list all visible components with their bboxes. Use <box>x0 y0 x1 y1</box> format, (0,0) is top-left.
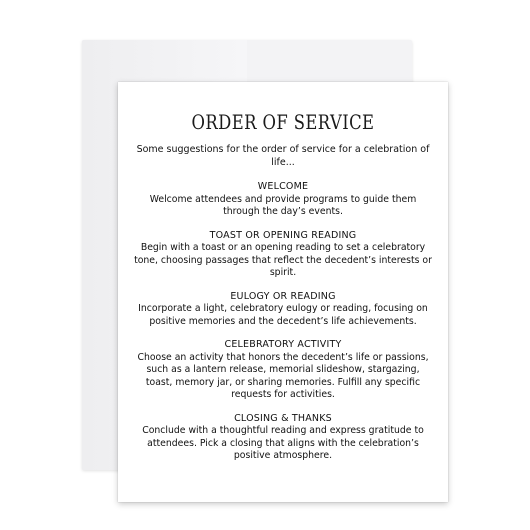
section-toast-or-opening-reading <box>134 230 432 280</box>
section-heading: TOAST OR OPENING READING <box>209 229 357 241</box>
section-body: Begin with a toast or an opening reading to set a celebratory tone, choosing passages that reflect the decedent’s interests or spirit. <box>134 242 432 278</box>
section-closing-and-thanks <box>134 413 432 463</box>
section-body: Welcome attendees and provide programs to guide them through the day’s events. <box>149 193 417 217</box>
section-welcome <box>134 181 432 219</box>
section-body: Conclude with a thoughtful reading and express gratitude to attendees. Pick a closing that aligns with the celebration’s positive atmosphere. <box>142 425 424 461</box>
card-title: ORDER OF SERVICE <box>191 110 375 134</box>
section-heading: WELCOME <box>257 181 309 192</box>
section-body: Choose an activity that honors the decedent’s life or passions, such as a lantern release, memorial slideshow, stargazing, toast, memory jar, or sharing memories. Fulfill any specific requests for activities. <box>137 351 429 400</box>
card-intro: Some suggestions for the order of service for a celebration of life... <box>136 144 430 168</box>
section-eulogy-or-reading <box>134 291 432 329</box>
section-heading: CELEBRATORY ACTIVITY <box>224 339 342 350</box>
order-of-service-card <box>118 82 448 502</box>
section-body: Incorporate a light, celebratory eulogy or reading, focusing on positive memories and the decedent’s life achievements. <box>138 303 428 327</box>
section-heading: CLOSING & THANKS <box>234 412 332 424</box>
section-heading: EULOGY OR READING <box>230 290 336 302</box>
section-celebratory-activity <box>134 339 432 402</box>
